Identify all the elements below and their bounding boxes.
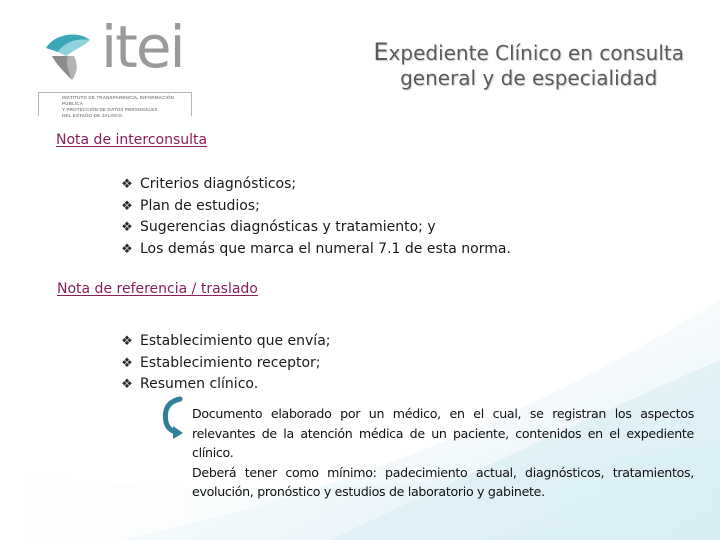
logo-divider-left <box>38 92 39 116</box>
diamond-bullet-icon: ❖ <box>121 198 133 214</box>
section-heading-referencia: Nota de referencia / traslado <box>57 281 258 297</box>
list-item-text: Establecimiento receptor; <box>140 354 321 371</box>
list-item-text: Establecimiento que envía; <box>140 333 331 349</box>
diamond-bullet-icon: ❖ <box>121 220 133 236</box>
list-item <box>120 353 330 375</box>
slide-title <box>373 40 684 91</box>
list-item-text: Resumen clínico. <box>140 376 259 393</box>
itei-logo <box>38 13 198 119</box>
diamond-bullet-icon: ❖ <box>121 242 133 258</box>
list-item-text: Sugerencias diagnósticas y tratamiento; y <box>140 219 436 236</box>
list-item-text: Criterios diagnósticos; <box>140 176 297 192</box>
list-item <box>120 331 330 353</box>
note-paragraph-1: Documento elaborado por un médico, en el cual, se registran los aspectos relevantes de la atención médica de un paciente, contenidos en el expediente clínico. <box>192 406 694 460</box>
title-line-1 <box>373 40 684 66</box>
title-line-1-rest: xpediente Clínico en consulta <box>388 41 684 65</box>
note-paragraph-2: Deberá tener como mínimo: padecimiento actual, diagnósticos, tratamientos, evolución, pronóstico y estudios de laboratorio y gabinete. <box>192 464 694 499</box>
logo-wordmark: itei <box>101 13 184 81</box>
list-item <box>120 196 511 218</box>
diamond-bullet-icon: ❖ <box>121 355 133 371</box>
logo-divider <box>38 92 192 93</box>
logo-subtitle-line: INSTITUTO DE TRANSPARENCIA, INFORMACIÓN PÚBLICA <box>62 95 174 106</box>
title-initial: E <box>373 38 389 66</box>
title-line-2: general y de especialidad <box>400 66 658 90</box>
note-text <box>192 404 694 502</box>
logo-swirl-icon <box>38 26 98 86</box>
logo-subtitle-line: DEL ESTADO DE JALISCO <box>62 113 123 118</box>
list-item <box>120 239 511 261</box>
interconsulta-list <box>120 174 511 261</box>
section-heading-interconsulta: Nota de interconsulta <box>56 132 208 148</box>
list-item <box>120 217 511 239</box>
list-item <box>120 374 330 396</box>
logo-subtitle <box>62 95 194 119</box>
list-item-text: Los demás que marca el numeral 7.1 de esta norma. <box>140 241 511 258</box>
diamond-bullet-icon: ❖ <box>121 377 133 393</box>
logo-subtitle-line: Y PROTECCIÓN DE DATOS PERSONALES <box>62 107 158 112</box>
list-item <box>120 174 511 196</box>
diamond-bullet-icon: ❖ <box>121 334 133 349</box>
diamond-bullet-icon: ❖ <box>121 177 133 192</box>
list-item-text: Plan de estudios; <box>140 197 260 214</box>
curved-arrow-icon <box>160 396 186 440</box>
referencia-list <box>120 331 330 396</box>
